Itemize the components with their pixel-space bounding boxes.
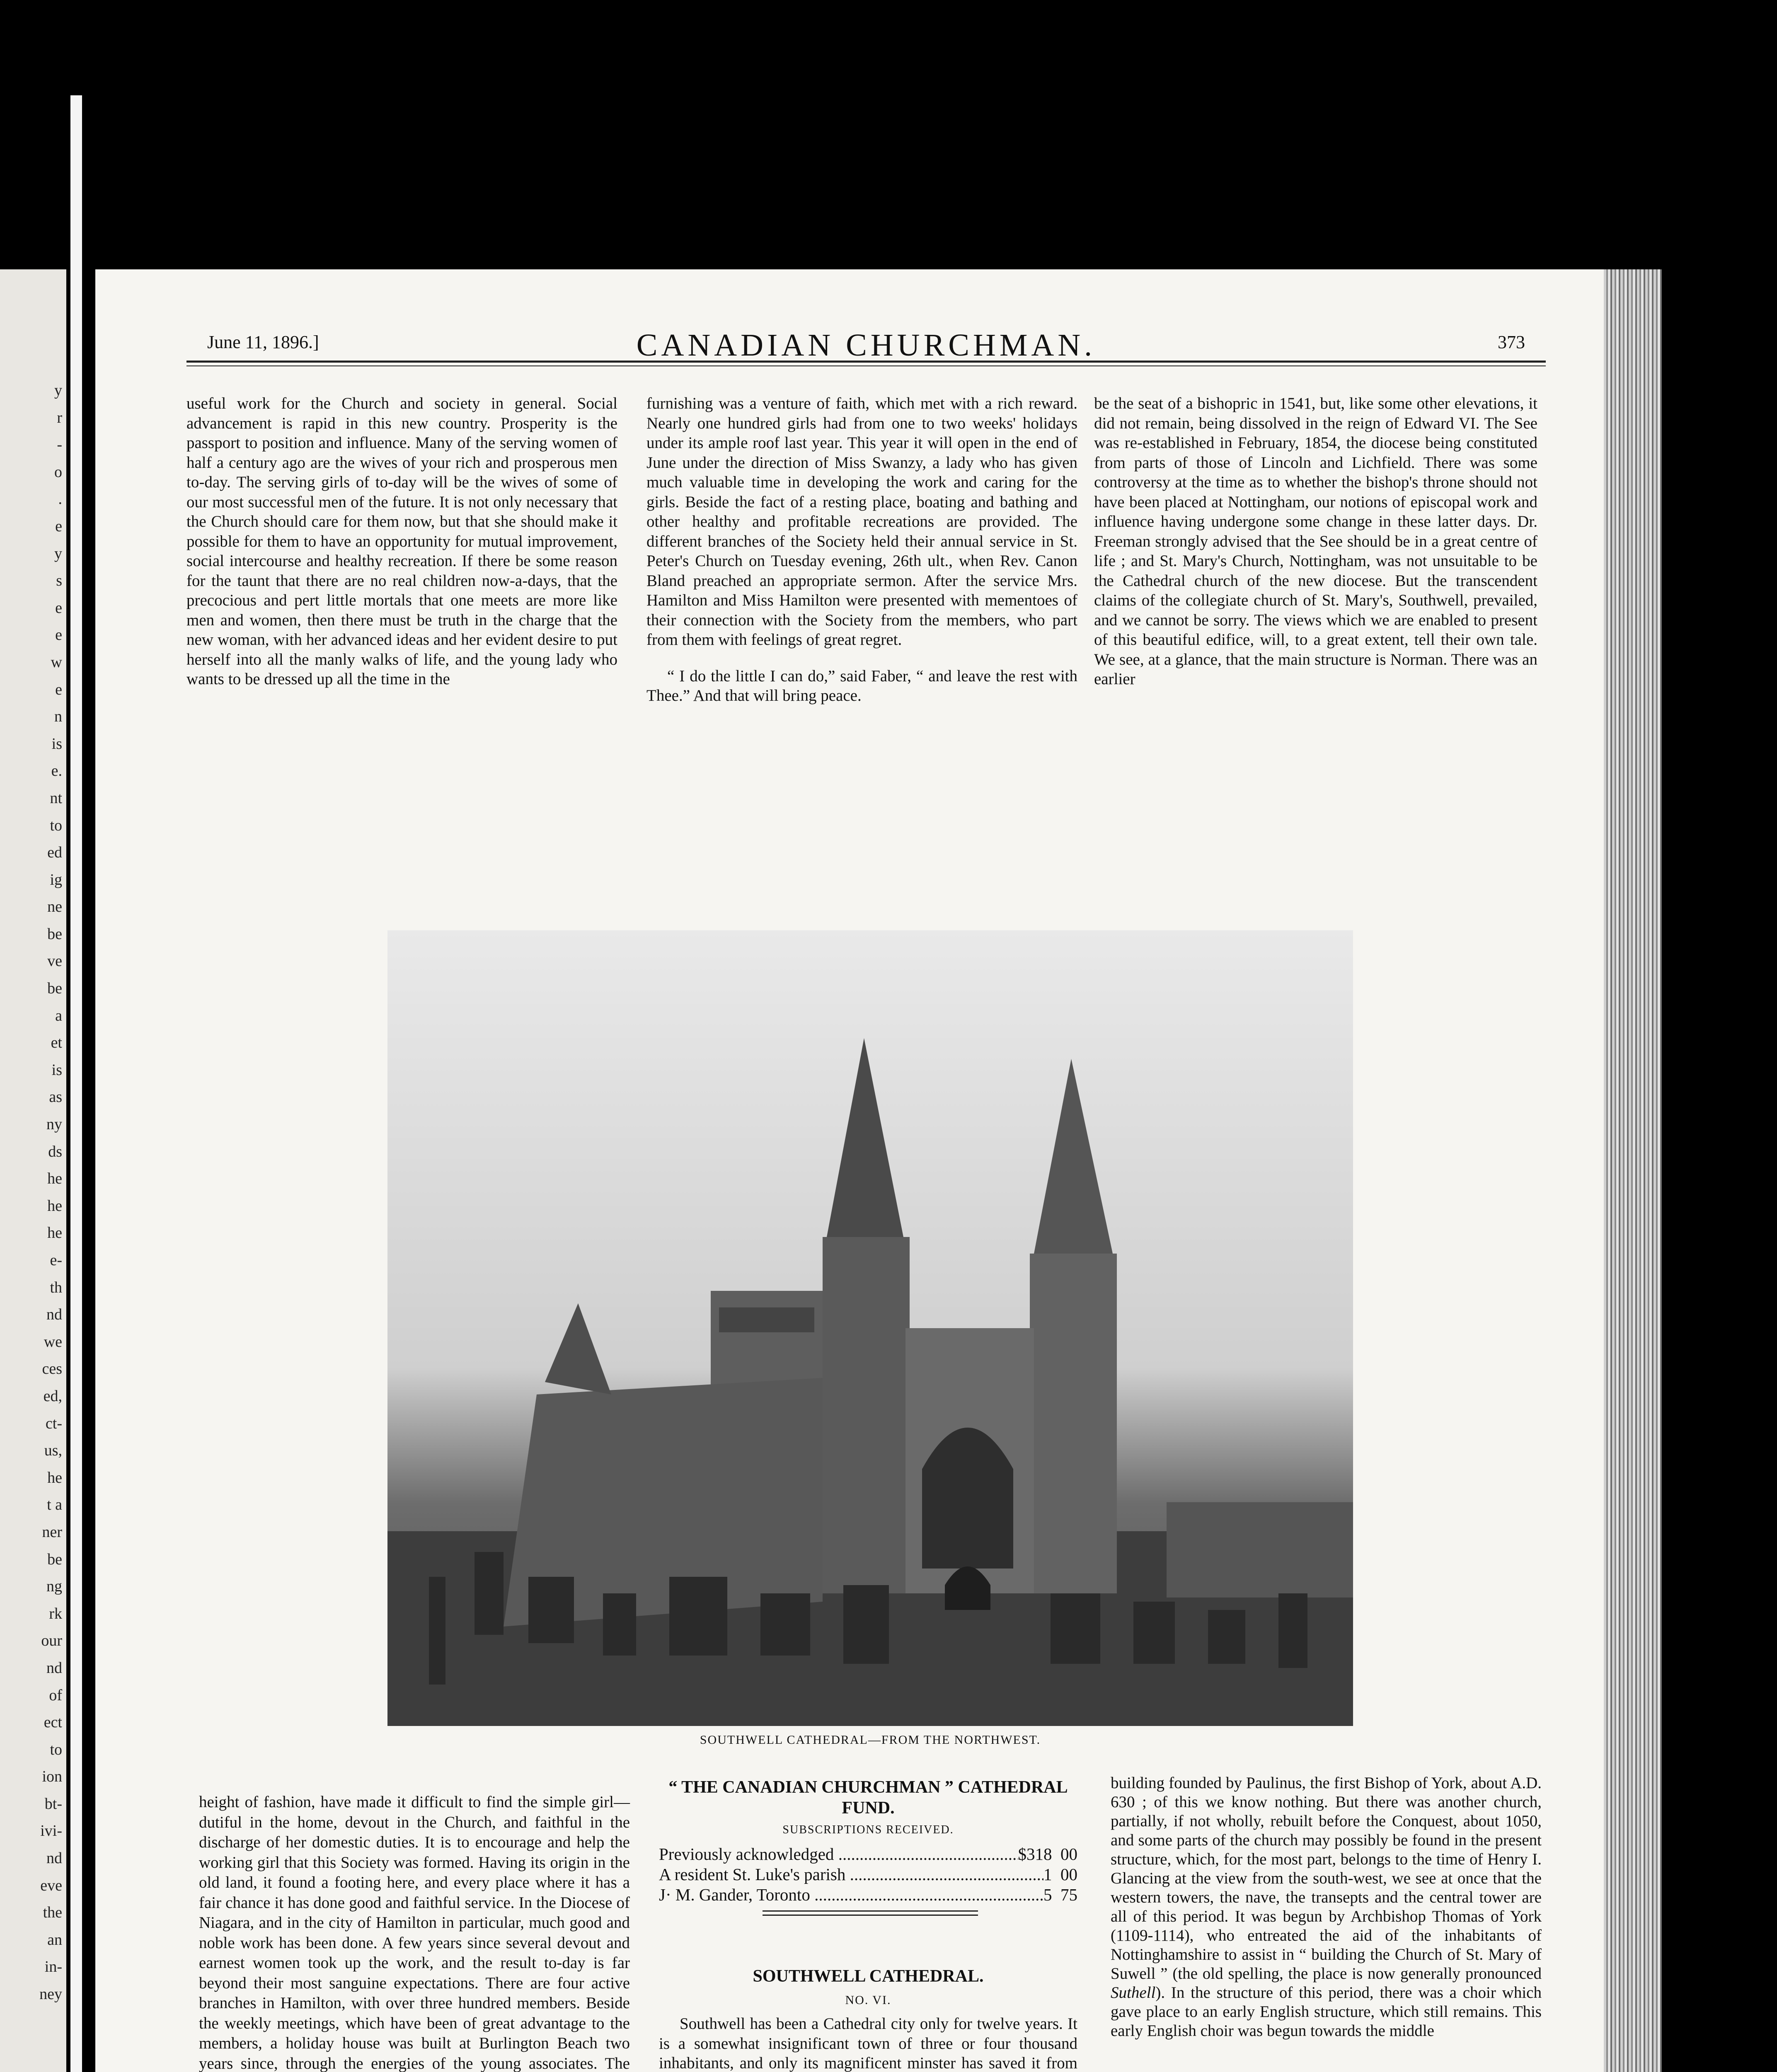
fund-entries bbox=[659, 1844, 1077, 1905]
left-edge-fragment: s bbox=[56, 572, 62, 590]
photo-caption: SOUTHWELL CATHEDRAL—FROM THE NORTHWEST. bbox=[700, 1733, 1041, 1747]
issue-date: June 11, 1896.] bbox=[207, 332, 319, 352]
left-edge-fragment: ed, bbox=[43, 1387, 62, 1405]
left-edge-fragment: he bbox=[47, 1197, 62, 1215]
left-edge-fragment bbox=[0, 2035, 66, 2062]
left-edge-fragment: e bbox=[55, 626, 62, 644]
left-edge-fragment: he bbox=[47, 1224, 62, 1242]
left-edge-fragment: - bbox=[57, 436, 62, 454]
paragraph: be the seat of a bishopric in 1541, but, like some other elevations, it did not remain, being dissolved in the reign of Edward VI. The See was re-established in February, 1854, the diocese being constituted from parts of those of Lincoln and Lichfield. There was some controversy at the time as to whether the bishop's throne should not have been placed at Nottingham, our notions of episcopal work and influence having undergone some change in these latter days. Dr. Freeman strongly advised that the See should be in a great centre of life ; and St. Mary's Church, Nottingham, was not unsuitable to be the Cathedral church of the new diocese. But the transcendent claims of the collegiate church of St. Mary's, Southwell, prevailed, and we cannot be sorry. The views which we are enabled to present of this beautiful edifice, will, to a great extent, tell their own tale. We see, at a glance, that the main structure is Norman. There was an earlier bbox=[1094, 395, 1537, 688]
left-edge-fragment: rk bbox=[49, 1605, 62, 1622]
left-edge-fragment: y bbox=[54, 545, 62, 562]
paragraph: Southwell has been a Cathedral city only for twelve years. It is a somewhat insignificant town of three or four thousand inhabitants, and only its magnificent minster has saved it from bbox=[659, 2015, 1077, 2072]
left-edge-fragment: nd bbox=[46, 1659, 62, 1677]
left-edge-fragment: e bbox=[55, 517, 62, 535]
left-edge-fragment: we bbox=[44, 1333, 62, 1351]
section-title: SOUTHWELL CATHEDRAL. bbox=[753, 1967, 984, 1986]
left-edge-fragment: ig bbox=[50, 871, 62, 888]
paragraph-text: building founded by Paulinus, the first Bishop of York, about A.D. 630 ; of this we know nothing. But there was another church, partially, if not wholly, rebuilt before the Conquest, about 1050, and some parts of the church may possibly be found in the present structure, which, for the most part, belongs to the time of Henry I. Glancing at the view from the south-west, we see at once that the western towers, the nave, the transepts and the central tower are all of this period. It was begun by Archbishop Thomas of York (1109-1114), who entreated the aid of the inhabitants of Nottinghamshire to assist in “ building the Church of St. Mary of Suwell ” (the old spelling, the place is now generally pronounced bbox=[1111, 1774, 1542, 1982]
fund-entry-amount: 5 75 bbox=[1043, 1885, 1077, 1904]
left-edge-fragment: t a bbox=[47, 1496, 62, 1514]
left-edge-fragment: ng bbox=[46, 1578, 62, 1595]
binding-highlight bbox=[70, 95, 82, 2072]
faber-quote: “ I do the little I can do,” said Faber, “ and leave the rest with Thee.” And that will bring peace. bbox=[646, 667, 1077, 704]
left-edge-fragment: ner bbox=[42, 1523, 62, 1541]
fund-entry-amount: 1 00 bbox=[1043, 1865, 1077, 1884]
left-edge-fragment: e bbox=[55, 599, 62, 617]
left-edge-fragment: o bbox=[54, 463, 62, 481]
left-edge-fragment: r bbox=[57, 409, 62, 426]
left-edge-fragment: he bbox=[47, 1170, 62, 1188]
left-edge-fragment: e- bbox=[50, 1251, 62, 1269]
left-edge-fragment: bt- bbox=[44, 1795, 62, 1813]
paragraph: furnishing was a venture of faith, which met with a rich reward. Nearly one hundred girls had from one to two weeks' holidays under its ample roof last year. This year it will open in the end of June under the direction of Miss Swanzy, a lady who has given much valuable time in developing the work and caring for the girls. Beside the fact of a resting place, boating and bathing and other healthy and profitable recreations are provided. The different branches of the Society held their annual service in St. Peter's Church on Tuesday evening, 26th ult., when Rev. Canon Bland preached an appropriate sermon. After the service Mrs. Hamilton and Miss Hamilton were presented with mementoes of their connection with the Society from the members, who part from them with feelings of great regret. bbox=[646, 395, 1077, 649]
column-1-top bbox=[186, 394, 617, 689]
left-edge-fragment: n bbox=[54, 708, 62, 726]
left-edge-fragment: nt bbox=[50, 789, 62, 807]
left-edge-fragment: of bbox=[49, 1686, 62, 1704]
column-2-bottom bbox=[659, 2014, 1077, 2072]
left-edge-fragment: ect bbox=[44, 1714, 62, 1731]
cathedral-photograph bbox=[387, 930, 1353, 1726]
column-3-bottom bbox=[1111, 1774, 1542, 2041]
left-edge-fragment: e. bbox=[51, 762, 62, 780]
left-edge-fragment: as bbox=[49, 1088, 62, 1106]
column-2-top bbox=[646, 394, 1077, 706]
left-edge-fragment: th bbox=[50, 1278, 62, 1296]
paragraph: height of fashion, have made it difficult to find the simple girl—dutiful in the home, devout in the Church, and faithful in the discharge of her domestic duties. It is to encourage and help the working girl that this Society was formed. Having its origin in the old land, it found a footing here, and every place where it has a fair chance it has done good and faithful service. In the Diocese of Niagara, and in the city of Hamilton in particular, much good and noble work has been done. A few years since several devout and earnest women took up the work, and the result to-day is far beyond their most sanguine expectations. There are four active branches in Hamilton, with over three hundred members. Beside the weekly meetings, which have been of great advantage to the members, a holiday house was built at Burlington Beach two years since, through the energies of the young associates. The bbox=[199, 1793, 630, 2072]
left-edge-fragment: ne bbox=[47, 898, 62, 916]
left-edge-fragment: ion bbox=[42, 1768, 62, 1786]
page-stack-edge bbox=[1604, 269, 1662, 2072]
page-number: 373 bbox=[1498, 332, 1525, 352]
left-edge-fragment: . bbox=[58, 490, 62, 508]
left-edge-fragment: our bbox=[41, 1632, 62, 1650]
section-number: NO. VI. bbox=[845, 1993, 891, 2007]
left-edge-fragment: us, bbox=[44, 1442, 62, 1460]
masthead-title: CANADIAN CHURCHMAN. bbox=[636, 328, 1096, 363]
left-edge-fragment: nd bbox=[46, 1306, 62, 1324]
left-edge-fragment: ces bbox=[42, 1360, 62, 1378]
left-edge-fragment: ney bbox=[39, 1985, 62, 2003]
left-edge-fragment: ed bbox=[47, 844, 62, 862]
left-edge-fragment: is bbox=[51, 1061, 62, 1079]
left-edge-fragment: be bbox=[47, 1550, 62, 1568]
left-edge-fragment: to bbox=[50, 816, 62, 834]
paragraph-text: ). In the structure of this period, there was a choir which gave place to an early English structure, which still remains. This early English choir was begun towards the middle bbox=[1111, 1984, 1542, 2040]
fund-entry bbox=[659, 1844, 1077, 1864]
left-edge-fragment bbox=[0, 2062, 66, 2072]
left-edge-fragment: ve bbox=[47, 952, 62, 970]
section-divider bbox=[763, 1910, 978, 1912]
fund-title: “ THE CANADIAN CHURCHMAN ” CATHEDRAL FUND. bbox=[668, 1778, 1068, 1818]
left-edge-fragment: y bbox=[54, 382, 62, 399]
fund-entry bbox=[659, 1864, 1077, 1885]
section-divider bbox=[763, 1915, 978, 1916]
left-edge-fragment: to bbox=[50, 1740, 62, 1758]
left-edge-fragment: w bbox=[51, 653, 62, 671]
left-edge-fragment: is bbox=[51, 735, 62, 753]
left-edge-fragment bbox=[0, 2008, 66, 2036]
paragraph: useful work for the Church and society in general. Social advancement is rapid in this new country. Prosperity is the passport to position and influence. Many of the serving women of half a century ago are the wives of your rich and prosperous men to-day. The serving girls of to-day will be the wives of some of our most successful men of the future. It is not only necessary that the Church should care for them now, but that she should make it possible for them to have an opportunity for mutual improvement, social intercourse and healthy recreation. If there be some reason for the taunt that there are no real children now-a-days, that the precocious and pert little mortals that one meets are more like men and women, then there must be truth in the charge that the new woman, with her advanced ideas and her evident desire to put herself into all the manly walks of life, and the young lady who wants to be dressed up all the time in the bbox=[186, 395, 617, 688]
fund-entry-amount: $318 00 bbox=[1018, 1844, 1077, 1864]
page-header bbox=[195, 328, 1537, 369]
fund-subtitle: SUBSCRIPTIONS RECEIVED. bbox=[782, 1823, 954, 1836]
left-edge-fragment: ds bbox=[48, 1143, 62, 1160]
left-edge-fragment: eve bbox=[40, 1876, 62, 1894]
left-edge-fragment: nd bbox=[46, 1849, 62, 1867]
fund-entry-name: A resident St. Luke's parish ..... bbox=[659, 1864, 1043, 1885]
left-edge-fragment: in- bbox=[44, 1958, 62, 1976]
fund-entry-name: Previously acknowledged ..... bbox=[659, 1844, 1018, 1864]
fund-entry-name: J· M. Gander, Toronto ..... bbox=[659, 1885, 1043, 1905]
left-edge-fragment: a bbox=[55, 1007, 62, 1024]
paragraph bbox=[1111, 1774, 1542, 2041]
column-1-bottom bbox=[199, 1792, 630, 2072]
column-3-top bbox=[1094, 394, 1537, 689]
left-edge-fragment: ct- bbox=[45, 1414, 62, 1432]
header-rule-thick bbox=[186, 361, 1546, 363]
left-edge-fragment: be bbox=[47, 925, 62, 943]
fund-entry bbox=[659, 1885, 1077, 1905]
left-page-text-fragments bbox=[0, 377, 66, 2072]
left-edge-fragment: et bbox=[51, 1034, 62, 1052]
left-edge-fragment: be bbox=[47, 980, 62, 997]
left-edge-fragment: ivi- bbox=[40, 1822, 62, 1840]
left-edge-fragment: an bbox=[47, 1931, 62, 1949]
italic-term: Suthell bbox=[1111, 1984, 1156, 2002]
left-edge-fragment: ny bbox=[46, 1116, 62, 1133]
left-edge-fragment: the bbox=[43, 1904, 62, 1922]
left-edge-fragment: e bbox=[55, 680, 62, 698]
left-edge-fragment: he bbox=[47, 1469, 62, 1486]
